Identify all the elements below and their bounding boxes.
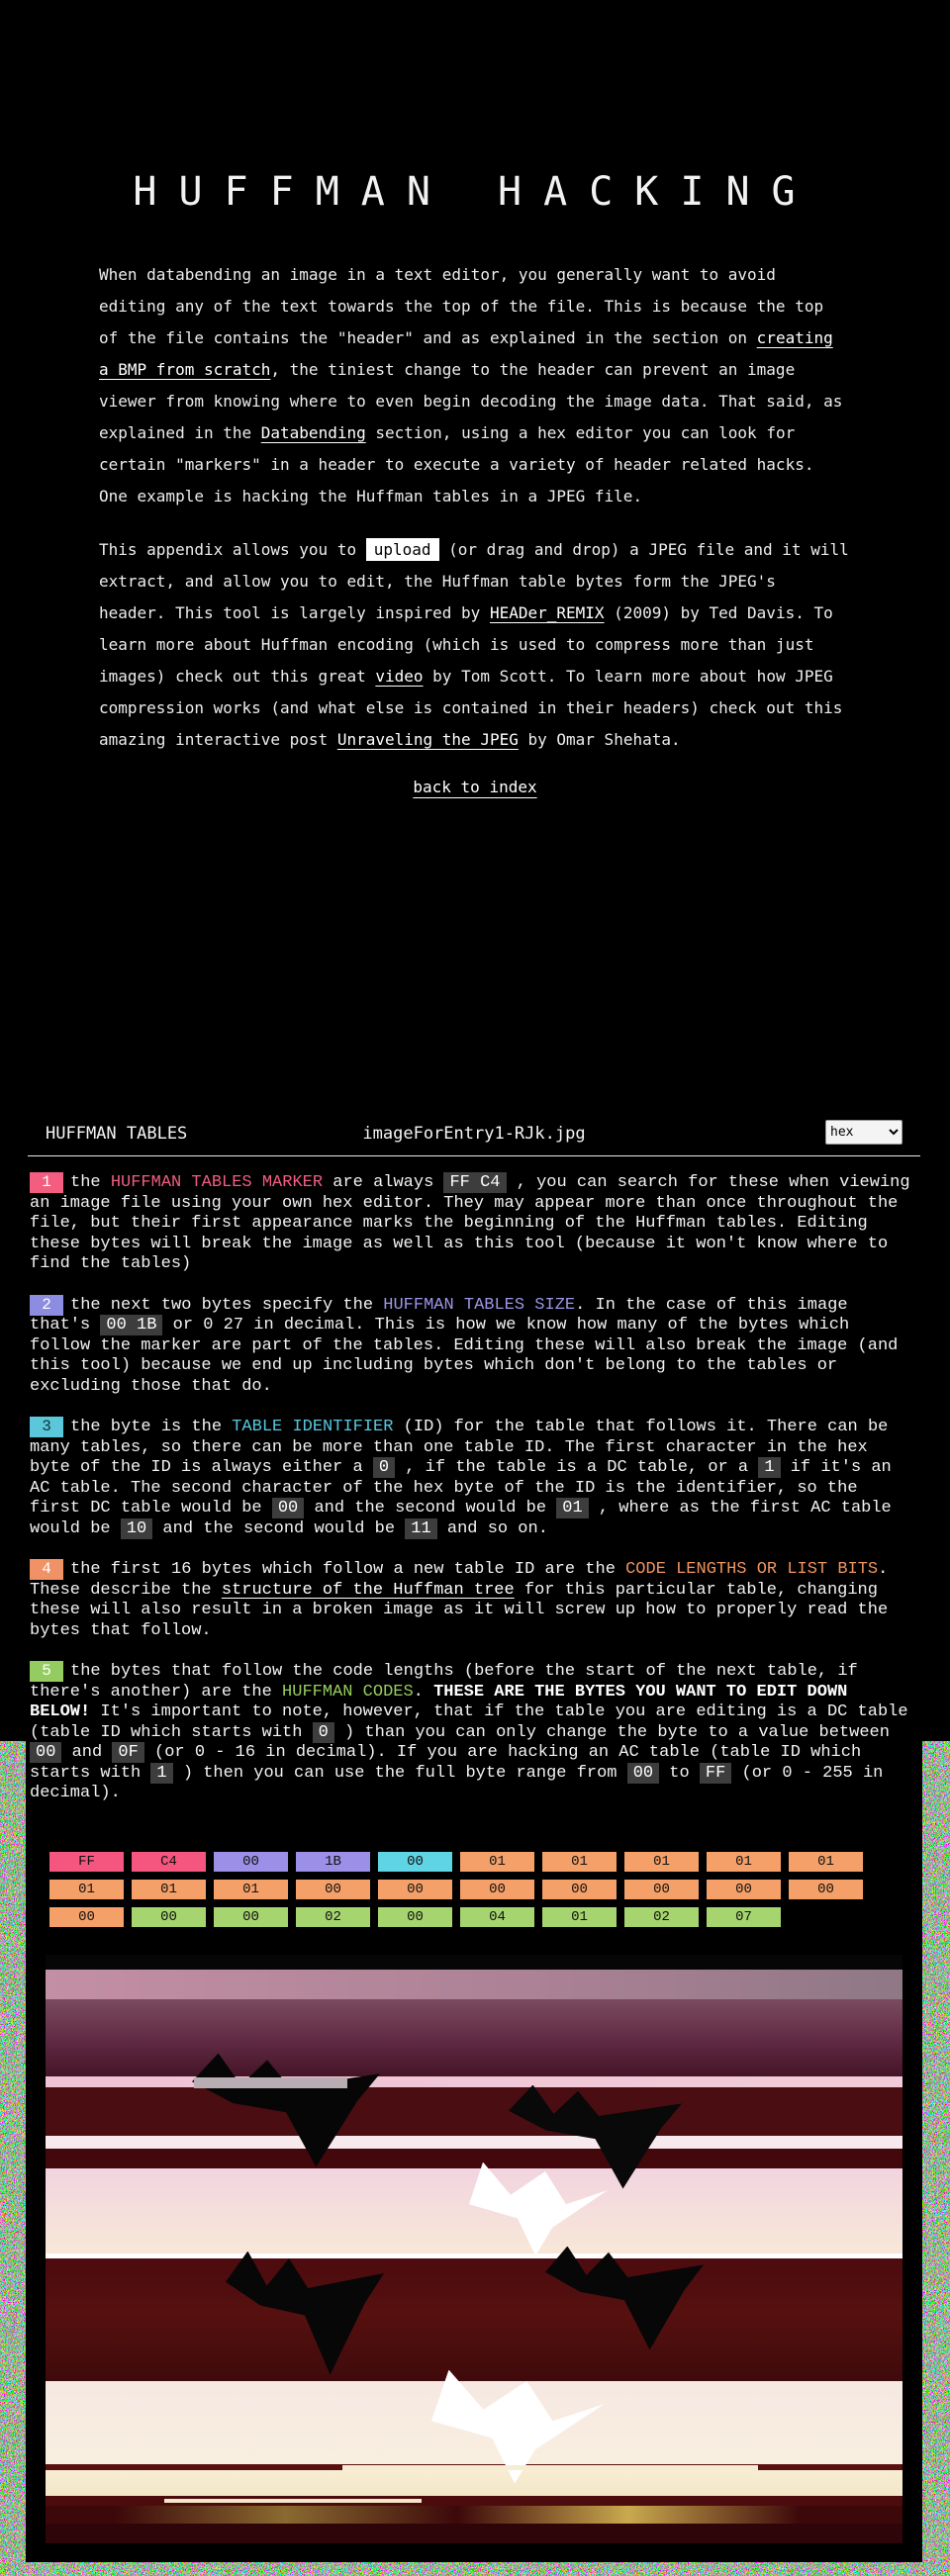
glitch-band bbox=[46, 2258, 902, 2381]
glitch-band bbox=[46, 2168, 902, 2254]
hex-code-chip: 00 1B bbox=[100, 1315, 162, 1335]
intro-paragraph-2 bbox=[99, 534, 851, 756]
hex-code-chip: 10 bbox=[121, 1518, 152, 1539]
hex-byte-cell[interactable]: 00 bbox=[132, 1907, 206, 1927]
text-run: , where as the first AC table would be bbox=[30, 1499, 892, 1538]
hex-code-chip: 0F bbox=[112, 1742, 143, 1763]
text-run: the bytes that follow the code lengths (before the start of the next table, if there's another) are the bbox=[30, 1662, 858, 1702]
inline-link[interactable]: video bbox=[375, 667, 424, 686]
format-select[interactable] bbox=[825, 1120, 902, 1145]
text-run: , the tiniest change to the header can prevent an image viewer from knowing where to even begin decoding the image data. That said, as explained in the bbox=[99, 360, 843, 442]
hex-byte-cell[interactable]: 00 bbox=[378, 1880, 452, 1899]
glitch-band bbox=[46, 1955, 902, 1970]
glitch-band bbox=[46, 2149, 902, 2168]
accent-phrase: CODE LENGTHS OR LIST BITS bbox=[625, 1560, 879, 1579]
hex-byte-cell[interactable]: 01 bbox=[214, 1880, 288, 1899]
hex-byte-cell[interactable]: 00 bbox=[460, 1880, 534, 1899]
hex-code-chip: 1 bbox=[150, 1763, 172, 1784]
text-run: It's important to note, however, that if the table you are editing is a DC table (table ID which starts with bbox=[30, 1702, 908, 1742]
hex-byte-cell[interactable]: 00 bbox=[49, 1907, 124, 1927]
text-run: (ID) for the table that follows it. There can be many tables, so there can be more than one table ID. The first character in the hex byte of the ID is always either a bbox=[30, 1418, 889, 1477]
text-run: by Tom Scott. To learn more about how JPEG compression works (and what else is contained in their headers) check out this amazing interactive post bbox=[99, 667, 843, 749]
text-run: the bbox=[70, 1173, 111, 1192]
text-run: section, using a hex editor you can look for certain "markers" in a header to execute a variety of header related hacks. One example is hacking the Huffman tables in a JPEG file. bbox=[99, 423, 814, 506]
hex-grid-row bbox=[49, 1880, 922, 1899]
hex-grid-row bbox=[49, 1907, 922, 1927]
hex-code-chip: FF C4 bbox=[443, 1172, 506, 1193]
hex-byte-cell[interactable]: 01 bbox=[460, 1852, 534, 1872]
inline-link[interactable]: HEADer_REMIX bbox=[489, 603, 605, 622]
hex-byte-cell[interactable]: 00 bbox=[707, 1880, 781, 1899]
text-run: to bbox=[659, 1763, 700, 1783]
glitch-band bbox=[46, 2506, 902, 2524]
hex-code-chip: 11 bbox=[405, 1518, 436, 1539]
glitch-band bbox=[46, 2136, 902, 2149]
glitch-band bbox=[46, 2076, 902, 2087]
text-run: ) than you can only change the byte to a value between bbox=[333, 1722, 890, 1742]
glitch-streak bbox=[342, 2465, 758, 2470]
glitch-band bbox=[46, 2543, 902, 2563]
hex-byte-cell[interactable]: 00 bbox=[214, 1852, 288, 1872]
hex-byte-cell[interactable]: 01 bbox=[542, 1907, 617, 1927]
text-run: (2009) by Ted Davis. To learn more about Huffman encoding (which is used to compress more than just images) check out this great bbox=[99, 603, 833, 686]
text-run: the first 16 bytes which follow a new table ID are the bbox=[70, 1560, 626, 1579]
text-run: if it's an AC table. The second character of the hex byte of the ID is the identifier, so the first DC table would be bbox=[30, 1458, 892, 1518]
glitch-band bbox=[46, 2087, 902, 2136]
header-divider bbox=[28, 1155, 920, 1156]
hex-byte-cell[interactable]: 02 bbox=[624, 1907, 699, 1927]
hex-byte-cell[interactable]: 01 bbox=[49, 1880, 124, 1899]
hex-code-chip: 00 bbox=[30, 1742, 61, 1763]
hex-byte-cell[interactable]: 01 bbox=[789, 1852, 863, 1872]
text-run: (or 0 - 255 in decimal). bbox=[30, 1763, 884, 1802]
text-run: When databending an image in a text editor, you generally want to avoid editing any of the text towards the top of the file. This is because the top of the file contains the "header" and as explained in the section on bbox=[99, 265, 824, 347]
hex-byte-cell[interactable]: 00 bbox=[378, 1852, 452, 1872]
text-run: (or drag and drop) a JPEG file and it will extract, and allow you to edit, the Huffman table bytes form the JPEG's header. This tool is largely inspired by bbox=[99, 540, 849, 622]
text-run: This appendix allows you to bbox=[99, 540, 366, 559]
huffman-tables-panel bbox=[26, 1100, 922, 2562]
text-run: are always bbox=[323, 1173, 444, 1192]
glitch-band bbox=[46, 1999, 902, 2076]
hex-byte-cell[interactable]: 01 bbox=[707, 1852, 781, 1872]
hex-code-chip: 0 bbox=[373, 1457, 395, 1478]
hex-byte-cell[interactable]: 07 bbox=[707, 1907, 781, 1927]
page-title: HUFFMAN HACKING bbox=[133, 169, 817, 215]
hex-byte-cell[interactable]: 00 bbox=[624, 1880, 699, 1899]
glitch-streak bbox=[164, 2499, 422, 2503]
hex-byte-cell[interactable]: 1B bbox=[296, 1852, 370, 1872]
hex-byte-grid bbox=[49, 1852, 922, 1927]
hex-byte-cell[interactable]: 01 bbox=[624, 1852, 699, 1872]
text-run: by Omar Shehata. bbox=[518, 730, 681, 749]
hex-code-chip: 1 bbox=[758, 1457, 780, 1478]
upload-button[interactable]: upload bbox=[366, 538, 439, 561]
annotation-2 bbox=[30, 1295, 916, 1398]
hex-byte-cell[interactable]: 02 bbox=[296, 1907, 370, 1927]
annotation-3 bbox=[30, 1417, 916, 1539]
glitch-band bbox=[46, 2470, 902, 2496]
accent-phrase: HUFFMAN TABLES SIZE bbox=[383, 1295, 576, 1315]
intro-paragraph-1 bbox=[99, 259, 851, 512]
text-run: the byte is the bbox=[70, 1418, 233, 1436]
accent-phrase: HUFFMAN CODES bbox=[282, 1682, 414, 1702]
hex-byte-cell[interactable]: 00 bbox=[214, 1907, 288, 1927]
emphasis-text: THESE ARE THE BYTES YOU WANT TO EDIT DOWN BELOW! bbox=[30, 1682, 848, 1721]
text-run: . These describe the bbox=[30, 1560, 889, 1600]
text-run: and bbox=[61, 1743, 113, 1762]
inline-link[interactable]: creating a BMP from scratch bbox=[99, 328, 833, 379]
tables-section-label: HUFFMAN TABLES bbox=[46, 1124, 188, 1144]
annotation-3-badge: 3 bbox=[30, 1417, 63, 1437]
text-run: ) then you can use the full byte range from bbox=[172, 1763, 627, 1783]
glitch-streak bbox=[194, 2077, 347, 2088]
text-run: or 0 27 in decimal. This is how we know how many of the bytes which follow the marker are part of the tables. Editing these will also break the image (and this tool) because we end up including bytes which don't belong to the tables or excluding those that do. bbox=[30, 1316, 899, 1396]
glitch-band bbox=[46, 2524, 902, 2543]
annotation-4-badge: 4 bbox=[30, 1559, 63, 1580]
annotation-4 bbox=[30, 1559, 916, 1641]
text-run: . bbox=[413, 1682, 434, 1702]
hex-code-chip: FF bbox=[700, 1763, 731, 1784]
hex-byte-cell[interactable]: FF bbox=[49, 1852, 124, 1872]
accent-phrase: HUFFMAN TABLES MARKER bbox=[110, 1173, 324, 1192]
filename: imageForEntry1-RJk.jpg bbox=[362, 1124, 586, 1144]
text-run: , you can search for these when viewing an image file using your own hex editor. They may appear more than once throughout the file, but their first appearance marks the beginning of the Huffman tables. Editing these bytes will break the image as well as this tool (because it won't know where to find the tables) bbox=[30, 1173, 910, 1273]
hex-byte-cell[interactable]: 00 bbox=[789, 1880, 863, 1899]
inline-link[interactable]: Unraveling the JPEG bbox=[336, 730, 519, 749]
hex-code-chip: 01 bbox=[556, 1498, 588, 1518]
hex-code-chip: 0 bbox=[313, 1722, 334, 1743]
hex-byte-cell[interactable]: C4 bbox=[132, 1852, 206, 1872]
text-run: and so on. bbox=[436, 1518, 548, 1538]
hex-code-chip: 00 bbox=[627, 1763, 659, 1784]
annotation-5-badge: 5 bbox=[30, 1661, 63, 1682]
accent-phrase: TABLE IDENTIFIER bbox=[232, 1418, 394, 1436]
annotation-1-badge: 1 bbox=[30, 1172, 63, 1193]
intro-section bbox=[99, 259, 851, 796]
hex-byte-cell[interactable]: 01 bbox=[132, 1880, 206, 1899]
hex-byte-cell[interactable]: 01 bbox=[542, 1852, 617, 1872]
hex-byte-cell[interactable]: 00 bbox=[378, 1907, 452, 1927]
annotation-1 bbox=[30, 1172, 916, 1275]
text-run: for this particular table, changing these will also result in a broken image as it will screw up how to properly read the bytes that follow. bbox=[30, 1580, 889, 1640]
hex-byte-cell[interactable]: 04 bbox=[460, 1907, 534, 1927]
text-run: the next two bytes specify the bbox=[70, 1295, 384, 1315]
text-run: , if the table is a DC table, or a bbox=[395, 1458, 759, 1477]
text-run: and the second would be bbox=[152, 1518, 406, 1538]
annotation-5 bbox=[30, 1661, 916, 1804]
text-run: and the second would be bbox=[304, 1499, 557, 1518]
tables-header bbox=[46, 1120, 902, 1150]
glitched-image-preview bbox=[46, 1955, 902, 2563]
text-run: (or 0 - 16 in decimal). If you are hacking an AC table (table ID which starts with bbox=[30, 1743, 862, 1783]
hex-byte-cell[interactable]: 00 bbox=[296, 1880, 370, 1899]
inline-link[interactable]: structure of the Huffman tree bbox=[221, 1580, 515, 1600]
back-to-index-link[interactable]: back to index bbox=[413, 778, 537, 796]
text-run: . In the case of this image that's bbox=[30, 1295, 848, 1334]
annotation-2-badge: 2 bbox=[30, 1295, 63, 1316]
inline-link[interactable]: Databending bbox=[260, 423, 366, 442]
glitch-band bbox=[46, 1970, 902, 1999]
hex-byte-cell[interactable]: 00 bbox=[542, 1880, 617, 1899]
hex-code-chip: 00 bbox=[272, 1498, 304, 1518]
hex-grid-row bbox=[49, 1852, 922, 1872]
